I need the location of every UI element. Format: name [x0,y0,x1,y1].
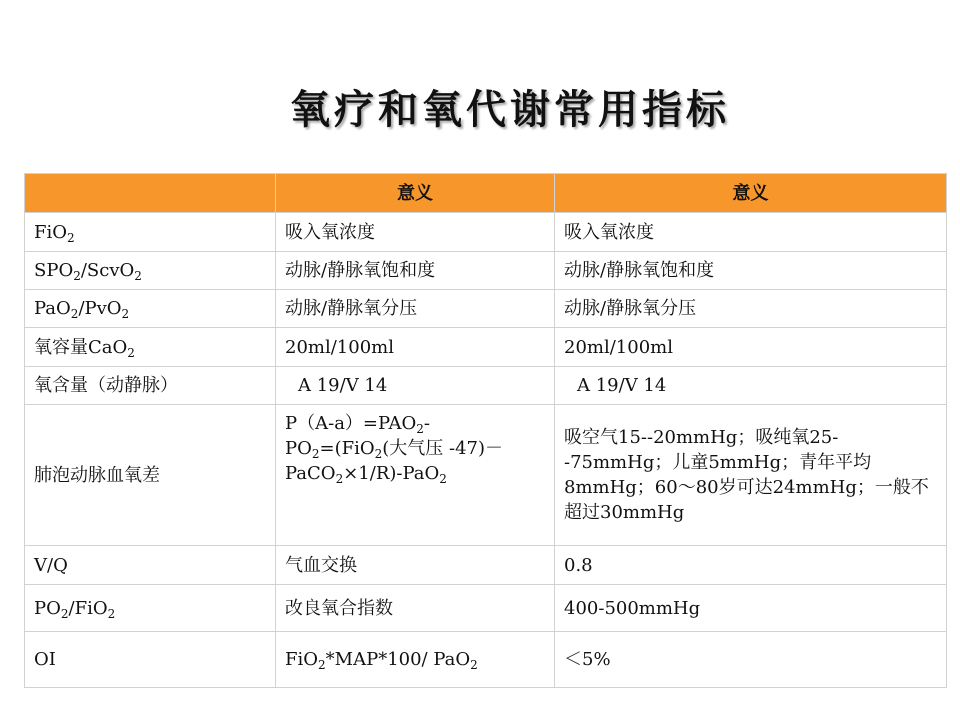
table-row [25,585,947,632]
row-label: FiO$_2$ [25,213,276,252]
slide-title: 氧疗和氧代谢常用指标 [290,87,730,133]
row-meaning: 20ml/100ml [276,328,555,367]
row-meaning: 动脉/静脉氧饱和度 [276,252,555,290]
row-value: ＜5% [555,632,947,688]
table-row [25,290,947,328]
row-meaning: FiO$_2$*MAP*100/ PaO$_2$ [276,632,555,688]
row-label: $PO_2/FiO_2$ [25,585,276,632]
row-value: 动脉/静脉氧分压 [555,290,947,328]
table-row [25,252,947,290]
row-value: A 19/V 14 [555,367,947,405]
table-row [25,328,947,367]
table-row [25,213,947,252]
row-meaning: 改良氧合指数 [276,585,555,632]
row-meaning: 吸入氧浓度 [276,213,555,252]
header-cell-empty [25,174,276,213]
table-header-row [25,174,947,213]
oxygen-indices-table [24,173,947,688]
row-label: $SPO_2/ScvO_2$ [25,252,276,290]
table-row [25,632,947,688]
row-label: V/Q [25,546,276,585]
row-label: OI [25,632,276,688]
row-label: 氧容量CaO$_2$ [25,328,276,367]
row-value: 0.8 [555,546,947,585]
table-row [25,405,947,546]
row-value: 20ml/100ml [555,328,947,367]
row-meaning: $P(A-a)=PAO_2-$ $PO_2=(FiO_2$(大气压 -47)－ PaCO$_2$×1/R)-PaO$_2$ [276,405,555,546]
row-meaning: 动脉/静脉氧分压 [276,290,555,328]
row-meaning: 气血交换 [276,546,555,585]
row-value: 吸空气15--20mmHg；吸纯氧25--75mmHg；儿童5mmHg；青年平均8mmHg；60～80岁可达24mmHg；一般不超过30mmHg [555,405,947,546]
row-meaning: A 19/V 14 [276,367,555,405]
header-cell-meaning-2: 意义 [555,174,947,213]
row-label: 肺泡动脉血氧差 [25,405,276,546]
row-value: 吸入氧浓度 [555,213,947,252]
row-label: 氧含量（动静脉） [25,367,276,405]
row-value: 400-500mmHg [555,585,947,632]
row-label: PaO$_2$/PvO$_2$ [25,290,276,328]
table-row [25,367,947,405]
table-row [25,546,947,585]
row-value: 动脉/静脉氧饱和度 [555,252,947,290]
header-cell-meaning: 意义 [276,174,555,213]
